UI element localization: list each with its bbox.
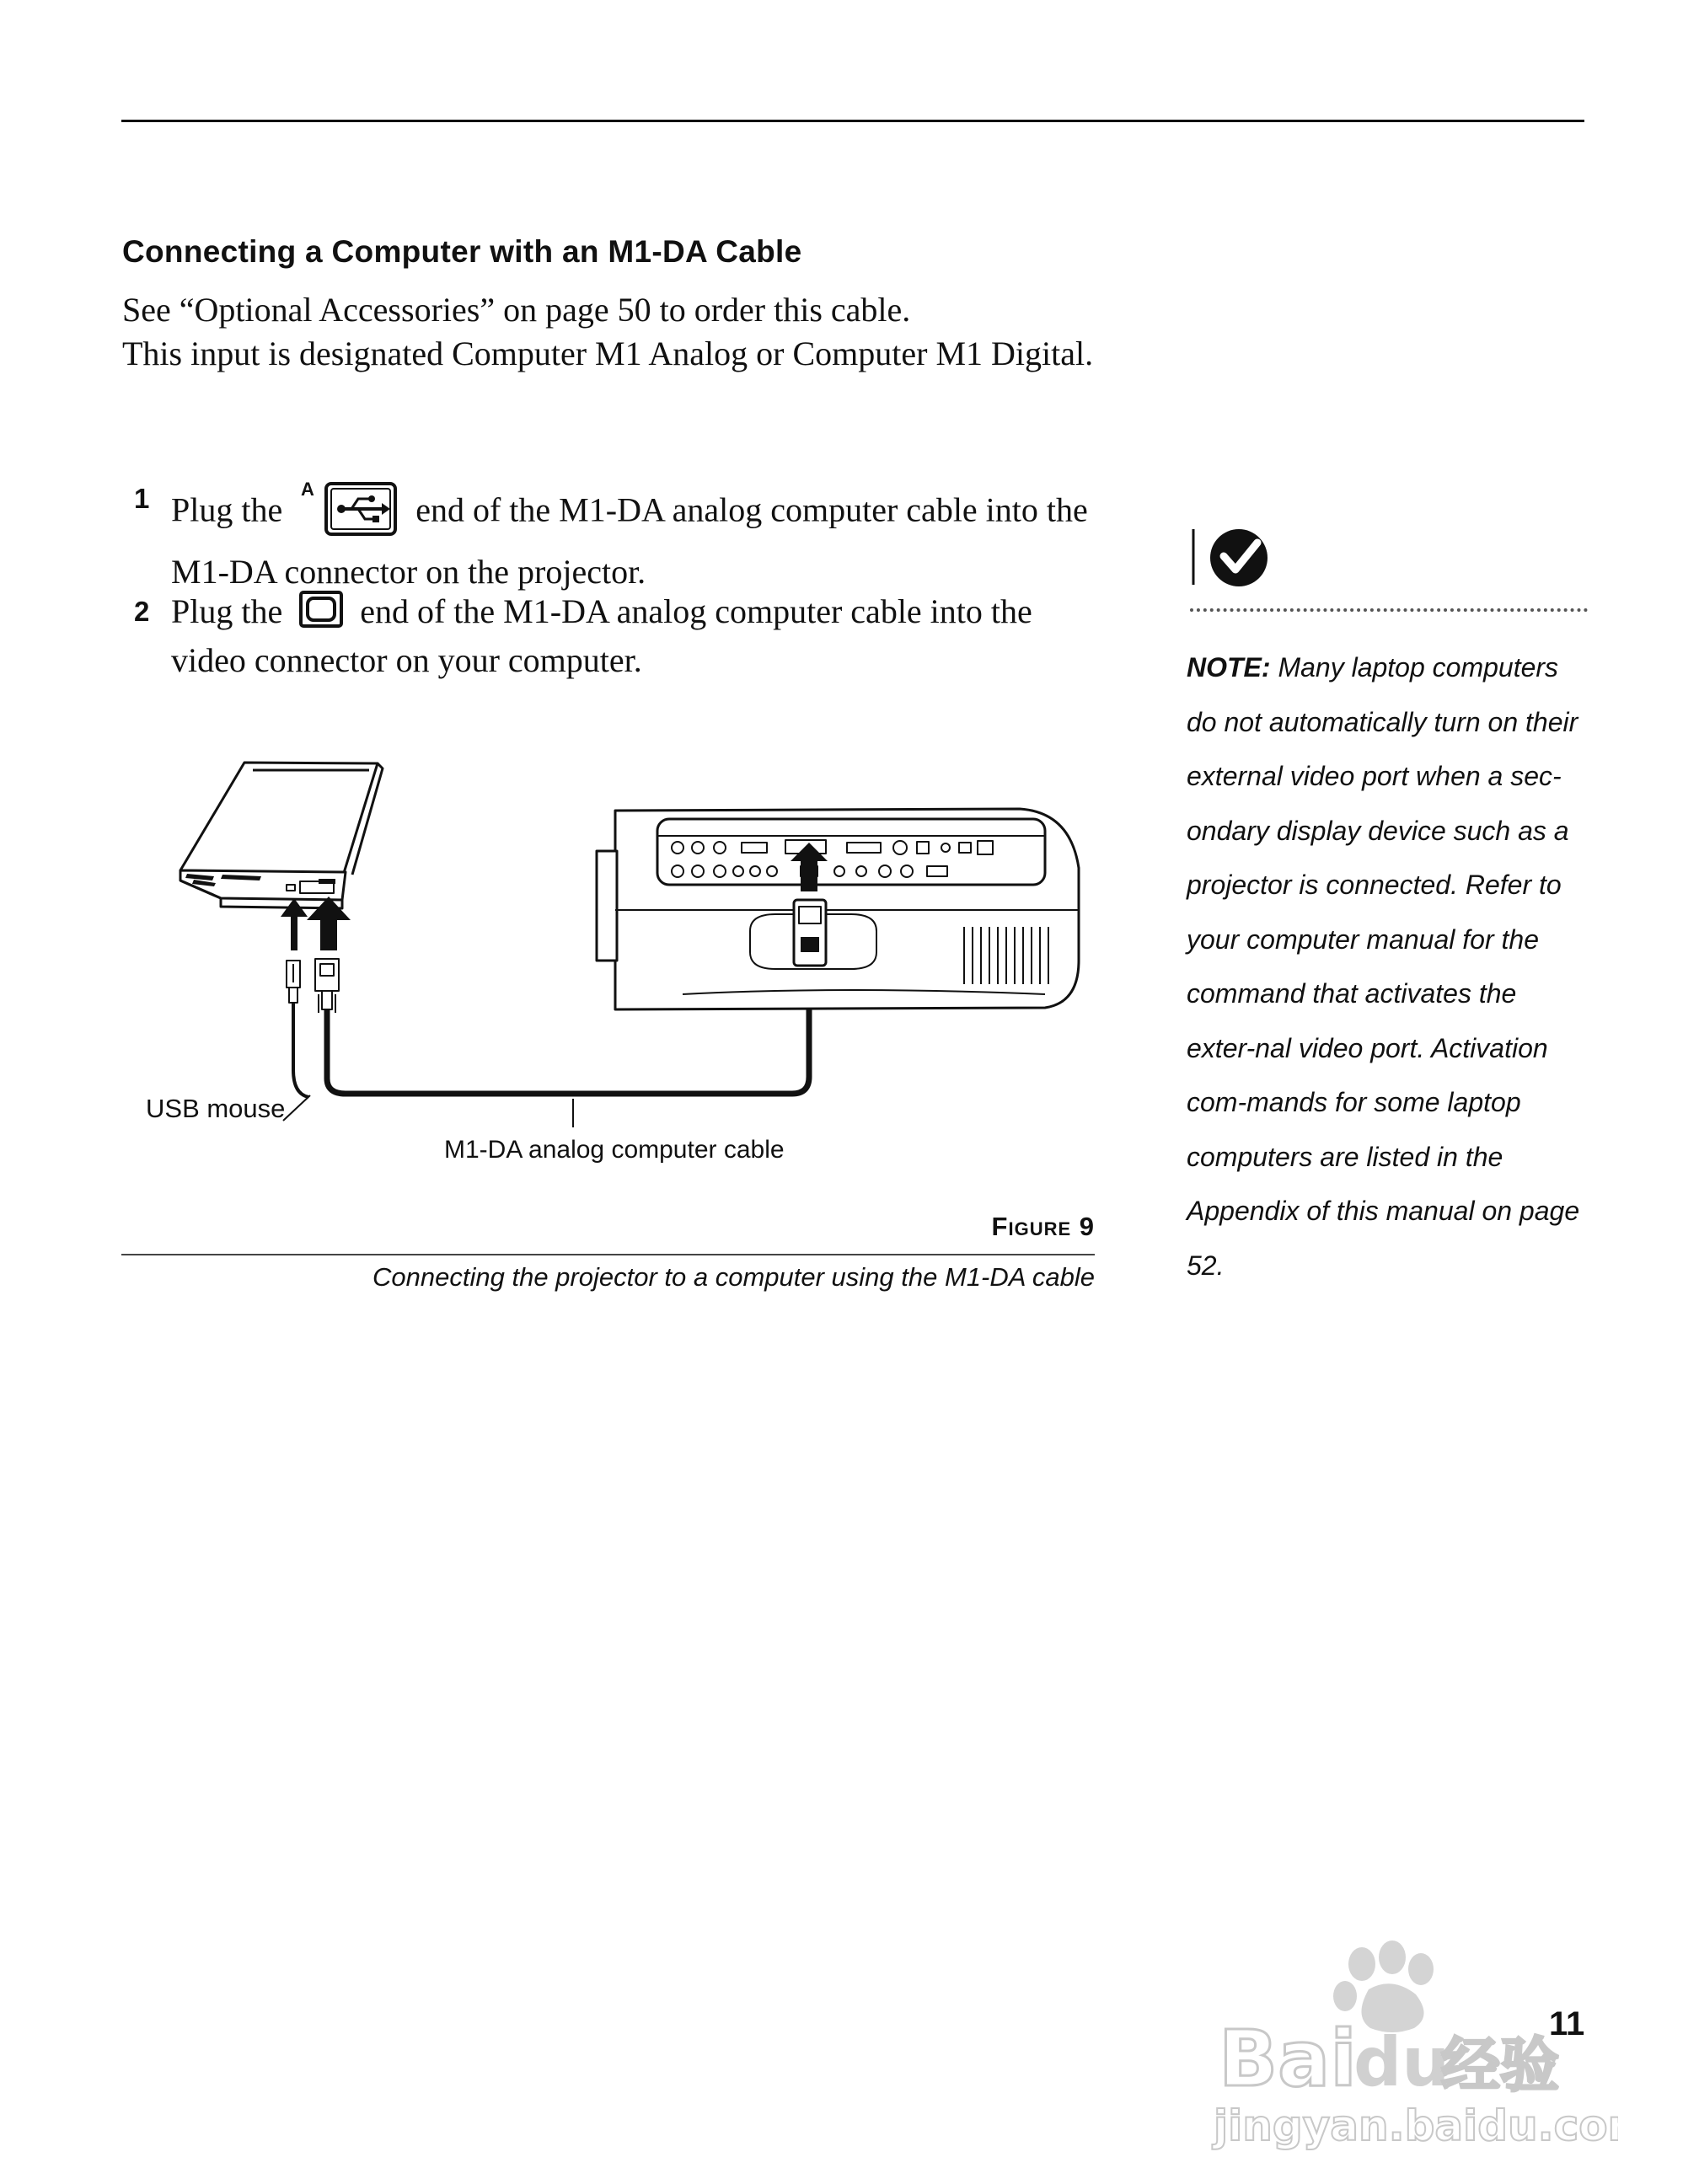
watermark-text-2: du: [1353, 2023, 1450, 2101]
step-2: [122, 590, 1091, 682]
step-text-start: Plug the: [171, 592, 283, 630]
figure-caption: Connecting the projector to a computer using the M1-DA cable: [372, 1262, 1095, 1292]
step-number: 1: [134, 483, 150, 514]
projector-illustration: [597, 809, 1079, 1009]
note-label: NOTE:: [1187, 652, 1271, 682]
note-body: Many laptop computers do not automatically turn on their external video port when a sec-ondary display device such as a projector is connected. Refer to your computer manual for the command that activates the exter-nal video port. Activation com-mands for some laptop computers are listed in the Appendix of this manual on page 52.: [1187, 652, 1580, 1281]
step-1: [122, 477, 1091, 594]
connection-diagram: [135, 741, 1096, 1133]
intro-line-2: This input is designated Computer M1 Analog or Computer M1 Digital.: [122, 335, 1094, 372]
watermark-text-1: Bai: [1219, 2014, 1357, 2104]
watermark-text-3: 经验: [1441, 2031, 1559, 2100]
usb-icon: [299, 477, 399, 550]
figure-label: [927, 1212, 1095, 1242]
note-checkmark-icon: [1190, 522, 1283, 594]
callout-m1da-cable: M1-DA analog computer cable: [444, 1136, 785, 1164]
monitor-icon: [299, 591, 343, 639]
step-text-end: end of the M1-DA analog computer cable into the M1-DA connector on the projector.: [171, 490, 1088, 591]
step-text: [171, 477, 1091, 594]
usb-cable: [293, 1003, 308, 1097]
callout-usb-mouse: USB mouse: [146, 1094, 286, 1123]
intro-line-1: See “Optional Accessories” on page 50 to order this cable.: [122, 291, 911, 329]
step-text-start: Plug the: [171, 490, 283, 529]
baidu-watermark: [1197, 1934, 1618, 2157]
vga-plug: [315, 959, 339, 1013]
watermark-url: jingyan.baidu.com: [1214, 2101, 1618, 2150]
note-divider: [1190, 608, 1588, 612]
top-rule: [121, 120, 1584, 122]
step-text-end: end of the M1-DA analog computer cable into the video connector on your computer.: [171, 592, 1032, 680]
intro-text: [122, 288, 1108, 376]
section-heading: Connecting a Computer with an M1-DA Cable: [122, 234, 802, 269]
step-text: [171, 590, 1091, 682]
step-number: 2: [134, 596, 150, 627]
figure-label-text: Figure 9: [991, 1212, 1095, 1241]
figure-rule: [121, 1254, 1095, 1255]
note-text-block: [1187, 640, 1591, 1293]
page-number: 11: [1549, 2005, 1585, 2042]
laptop-illustration: [180, 763, 383, 950]
usb-plug: [287, 961, 300, 1003]
usb-icon-letter: A: [301, 479, 315, 500]
